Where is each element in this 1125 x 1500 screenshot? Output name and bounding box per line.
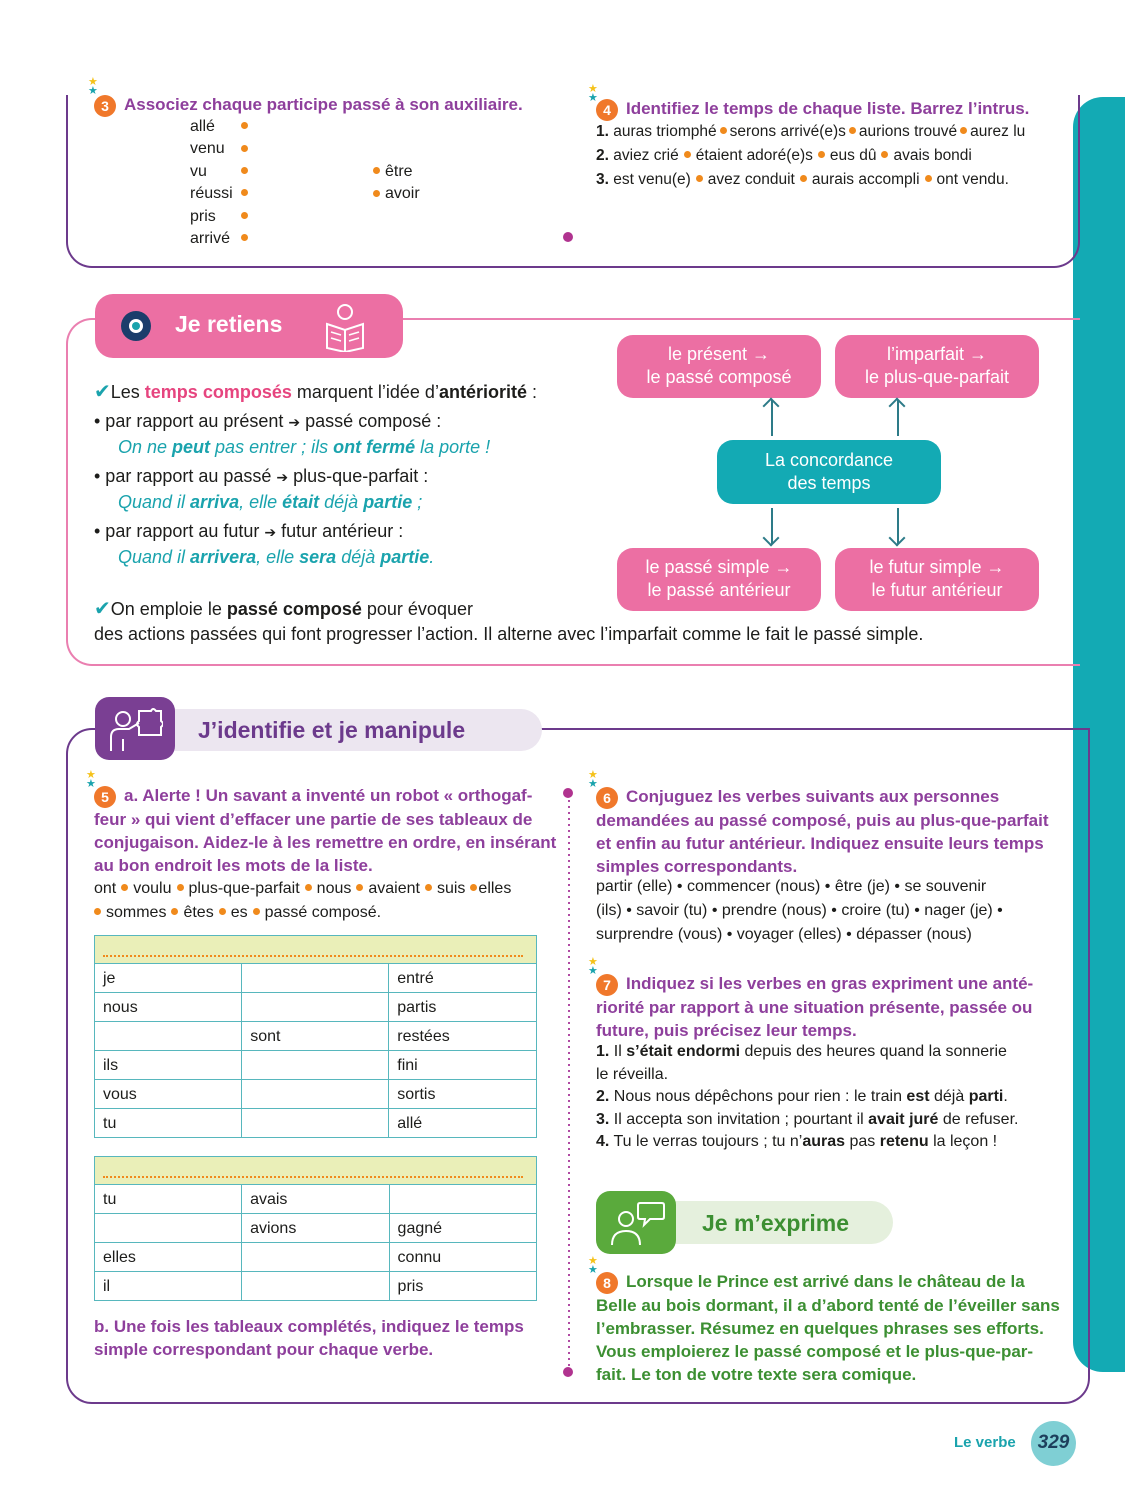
stars-icon: ★ ★: [588, 956, 597, 977]
rule-2: ✔On emploie le passé composé pour évoquer des actions passées qui font progresser l’action. Il alterne avec l’imparfait comme le fait le passé simple.: [94, 598, 924, 644]
puzzle-person-icon: [109, 705, 163, 753]
reading-person-icon: [321, 300, 369, 352]
page-number: 329: [1037, 1432, 1070, 1453]
manipule-title: J’identifie et je manipule: [198, 717, 466, 743]
ex3-number: 3: [94, 95, 116, 117]
auxiliary-row: être: [368, 161, 420, 183]
conjugation-table-1: [94, 935, 537, 1138]
participle-row: pris: [190, 206, 253, 228]
page-number-badge: [1031, 1421, 1076, 1466]
retiens-points: [94, 409, 490, 574]
arrow-down-icon: [897, 508, 899, 544]
match-dot[interactable]: [373, 167, 380, 174]
table-row: tu avais: [95, 1185, 537, 1214]
ex4-list-3: 3. est venu(e) avez conduit aurais accompli ont vendu.: [596, 171, 1009, 188]
divider-end-dot: [563, 232, 573, 242]
ex7-number: 7: [596, 974, 618, 996]
table-row: je entré: [95, 964, 537, 993]
stars-icon: ★ ★: [86, 769, 95, 790]
ex8-number: 8: [596, 1272, 618, 1294]
auxiliary-row: avoir: [368, 183, 420, 205]
match-dot[interactable]: [241, 189, 248, 196]
diagram-box-imparfait: l’imparfait → le plus-que-parfait: [835, 335, 1039, 398]
ex6-verbs: partir (elle) • commencer (nous) • être (je) • se souvenir (ils) • savoir (tu) • prendre (nous) • croire (tu) • nager (je) • surprendre (vous) • voyager (elles) • dépasser (nous): [596, 878, 1003, 943]
participle-row: réussi: [190, 183, 253, 205]
match-dot[interactable]: [241, 122, 248, 129]
ex7-sentence-4: 4. Tu le verras toujours ; tu n’auras pas retenu la leçon !: [596, 1133, 998, 1150]
participle-row: vu: [190, 161, 253, 183]
ex7-instruction: 7 Indiquez si les verbes en gras expriment une anté- riorité par rapport à une situation présente, passée ou future, puis précisez leur temps.: [596, 974, 1034, 1040]
ex3-instruction: 3 Associez chaque participe passé à son auxiliaire.: [94, 93, 523, 117]
conjugation-table-2: [94, 1156, 537, 1301]
table-title-field[interactable]: [95, 936, 537, 964]
table-row: avions gagné: [95, 1214, 537, 1243]
speaking-person-icon: [610, 1199, 666, 1247]
ex4-number: 4: [596, 99, 618, 121]
ex6-number: 6: [596, 787, 618, 809]
match-dot[interactable]: [241, 234, 248, 241]
ex8-instruction: 8 Lorsque le Prince est arrivé dans le château de la Belle au bois dormant, il a d’abord tenté de l’éveiller sans l’embrasser. Résumez en quelques phrases ses efforts. Vous emploierez le passé composé et le plus-que-par- fait. Le ton de votre texte sera comique.: [596, 1272, 1060, 1384]
table-row: sont restées: [95, 1022, 537, 1051]
ex7-sentence-2: 2. Nous nous dépêchons pour rien : le train est déjà parti.: [596, 1088, 1008, 1105]
arrow-up-icon: [897, 400, 899, 436]
participle-row: venu: [190, 138, 253, 160]
ex5-number: 5: [94, 786, 116, 808]
diagram-center: La concordance des temps: [717, 440, 941, 504]
table-row: elles connu: [95, 1243, 537, 1272]
target-icon: [121, 311, 151, 341]
column-divider: [568, 794, 570, 1370]
table-row: il pris: [95, 1272, 537, 1301]
rule-1: ✔Les temps composés marquent l’idée d’antériorité :: [94, 381, 537, 403]
manipule-icon-box: [95, 697, 175, 760]
exprime-header-bar: [650, 1201, 893, 1244]
manipule-header-bar: [150, 709, 542, 751]
diagram-box-futur-simple: le futur simple → le futur antérieur: [835, 548, 1039, 611]
retiens-header: [95, 294, 403, 358]
match-dot[interactable]: [373, 190, 380, 197]
point-present: • par rapport au présent ➔ passé composé : On ne peut pas entrer ; ils ont fermé la porte !: [94, 411, 491, 457]
diagram-box-present: le présent → le passé composé: [617, 335, 821, 398]
diagram-box-passe-simple: le passé simple → le passé antérieur: [617, 548, 821, 611]
exprime-icon-box: [596, 1191, 676, 1254]
arrow-up-icon: [771, 400, 773, 436]
retiens-title: Je retiens: [175, 311, 283, 337]
participle-row: allé: [190, 116, 253, 138]
divider-end-dot: [563, 788, 573, 798]
ex7-sentences: 1. Il s’était endormi depuis des heures quand la sonnerie le réveilla. 2. Nous nous dépêchons pour rien : le train est déjà parti. 3. Il accepta son invitation ; pourtant il avait juré de refuser. 4. Tu le verras toujours ; tu n’auras pas retenu la leçon !: [596, 1041, 1018, 1154]
stars-icon: ★ ★: [88, 76, 97, 97]
table-row: tu allé: [95, 1109, 537, 1138]
point-futur: • par rapport au futur ➔ futur antérieur : Quand il arrivera, elle sera déjà partie.: [94, 521, 435, 567]
ex5-part-b: b. Une fois les tableaux complétés, indiquez le temps simple correspondant pour chaque verbe.: [94, 1317, 524, 1359]
exprime-title: Je m’exprime: [702, 1210, 850, 1236]
ex3-auxiliaries: [368, 161, 420, 206]
table-title-field[interactable]: [95, 1157, 537, 1185]
ex4-list-1: 1. auras triomphé serons arrivé(e)s aurions trouvé aurez lu: [596, 123, 1026, 140]
ex7-sentence-1: 1. Il s’était endormi depuis des heures quand la sonnerie: [596, 1043, 1007, 1060]
point-passe: • par rapport au passé ➔ plus-que-parfait : Quand il arriva, elle était déjà partie ;: [94, 466, 429, 512]
match-dot[interactable]: [241, 167, 248, 174]
column-divider: [568, 98, 570, 234]
ex4-list-2: 2. aviez crié étaient adoré(e)s eus dû avais bondi: [596, 147, 972, 164]
ex5-word-list: sommes êtes es passé composé.: [94, 901, 544, 925]
footer-section-label: Le verbe: [954, 1434, 1016, 1451]
ex4-lists: [596, 120, 1025, 192]
divider-end-dot: [563, 1367, 573, 1377]
match-dot[interactable]: [241, 145, 248, 152]
stars-icon: ★ ★: [588, 1255, 597, 1276]
table-row: vous sortis: [95, 1080, 537, 1109]
match-dot[interactable]: [241, 212, 248, 219]
participle-row: arrivé: [190, 228, 253, 250]
ex3-participles: [190, 116, 253, 250]
ex7-sentence-3: 3. Il accepta son invitation ; pourtant il avait juré de refuser.: [596, 1110, 1019, 1128]
ex5-instruction: 5 a. Alerte ! Un savant a inventé un robot « orthogaf- feur » qui vient d’effacer une partie de ses tableaux de conjugaison. Aidez-le à les remettre en ordre, en insérant au bon endroit les mots de la liste. ont voulu plus-que-parfait nous avaient suis elles sommes êtes es passé composé.: [94, 784, 544, 925]
ex6-instruction: 6 Conjuguez les verbes suivants aux personnes demandées au passé composé, puis au plus-que-parfait et enfin au futur antérieur. Indiquez ensuite leurs temps simples correspondants.: [596, 787, 1049, 876]
table-row: nous partis: [95, 993, 537, 1022]
table-row: ils fini: [95, 1051, 537, 1080]
stars-icon: ★ ★: [588, 83, 597, 104]
retiens-rules: [94, 379, 537, 406]
stars-icon: ★ ★: [588, 769, 597, 790]
ex5-word-list: ont voulu plus-que-parfait nous avaient suis elles: [94, 879, 512, 897]
arrow-down-icon: [771, 508, 773, 544]
ex4-instruction: 4 Identifiez le temps de chaque liste. Barrez l’intrus.: [596, 97, 1029, 121]
